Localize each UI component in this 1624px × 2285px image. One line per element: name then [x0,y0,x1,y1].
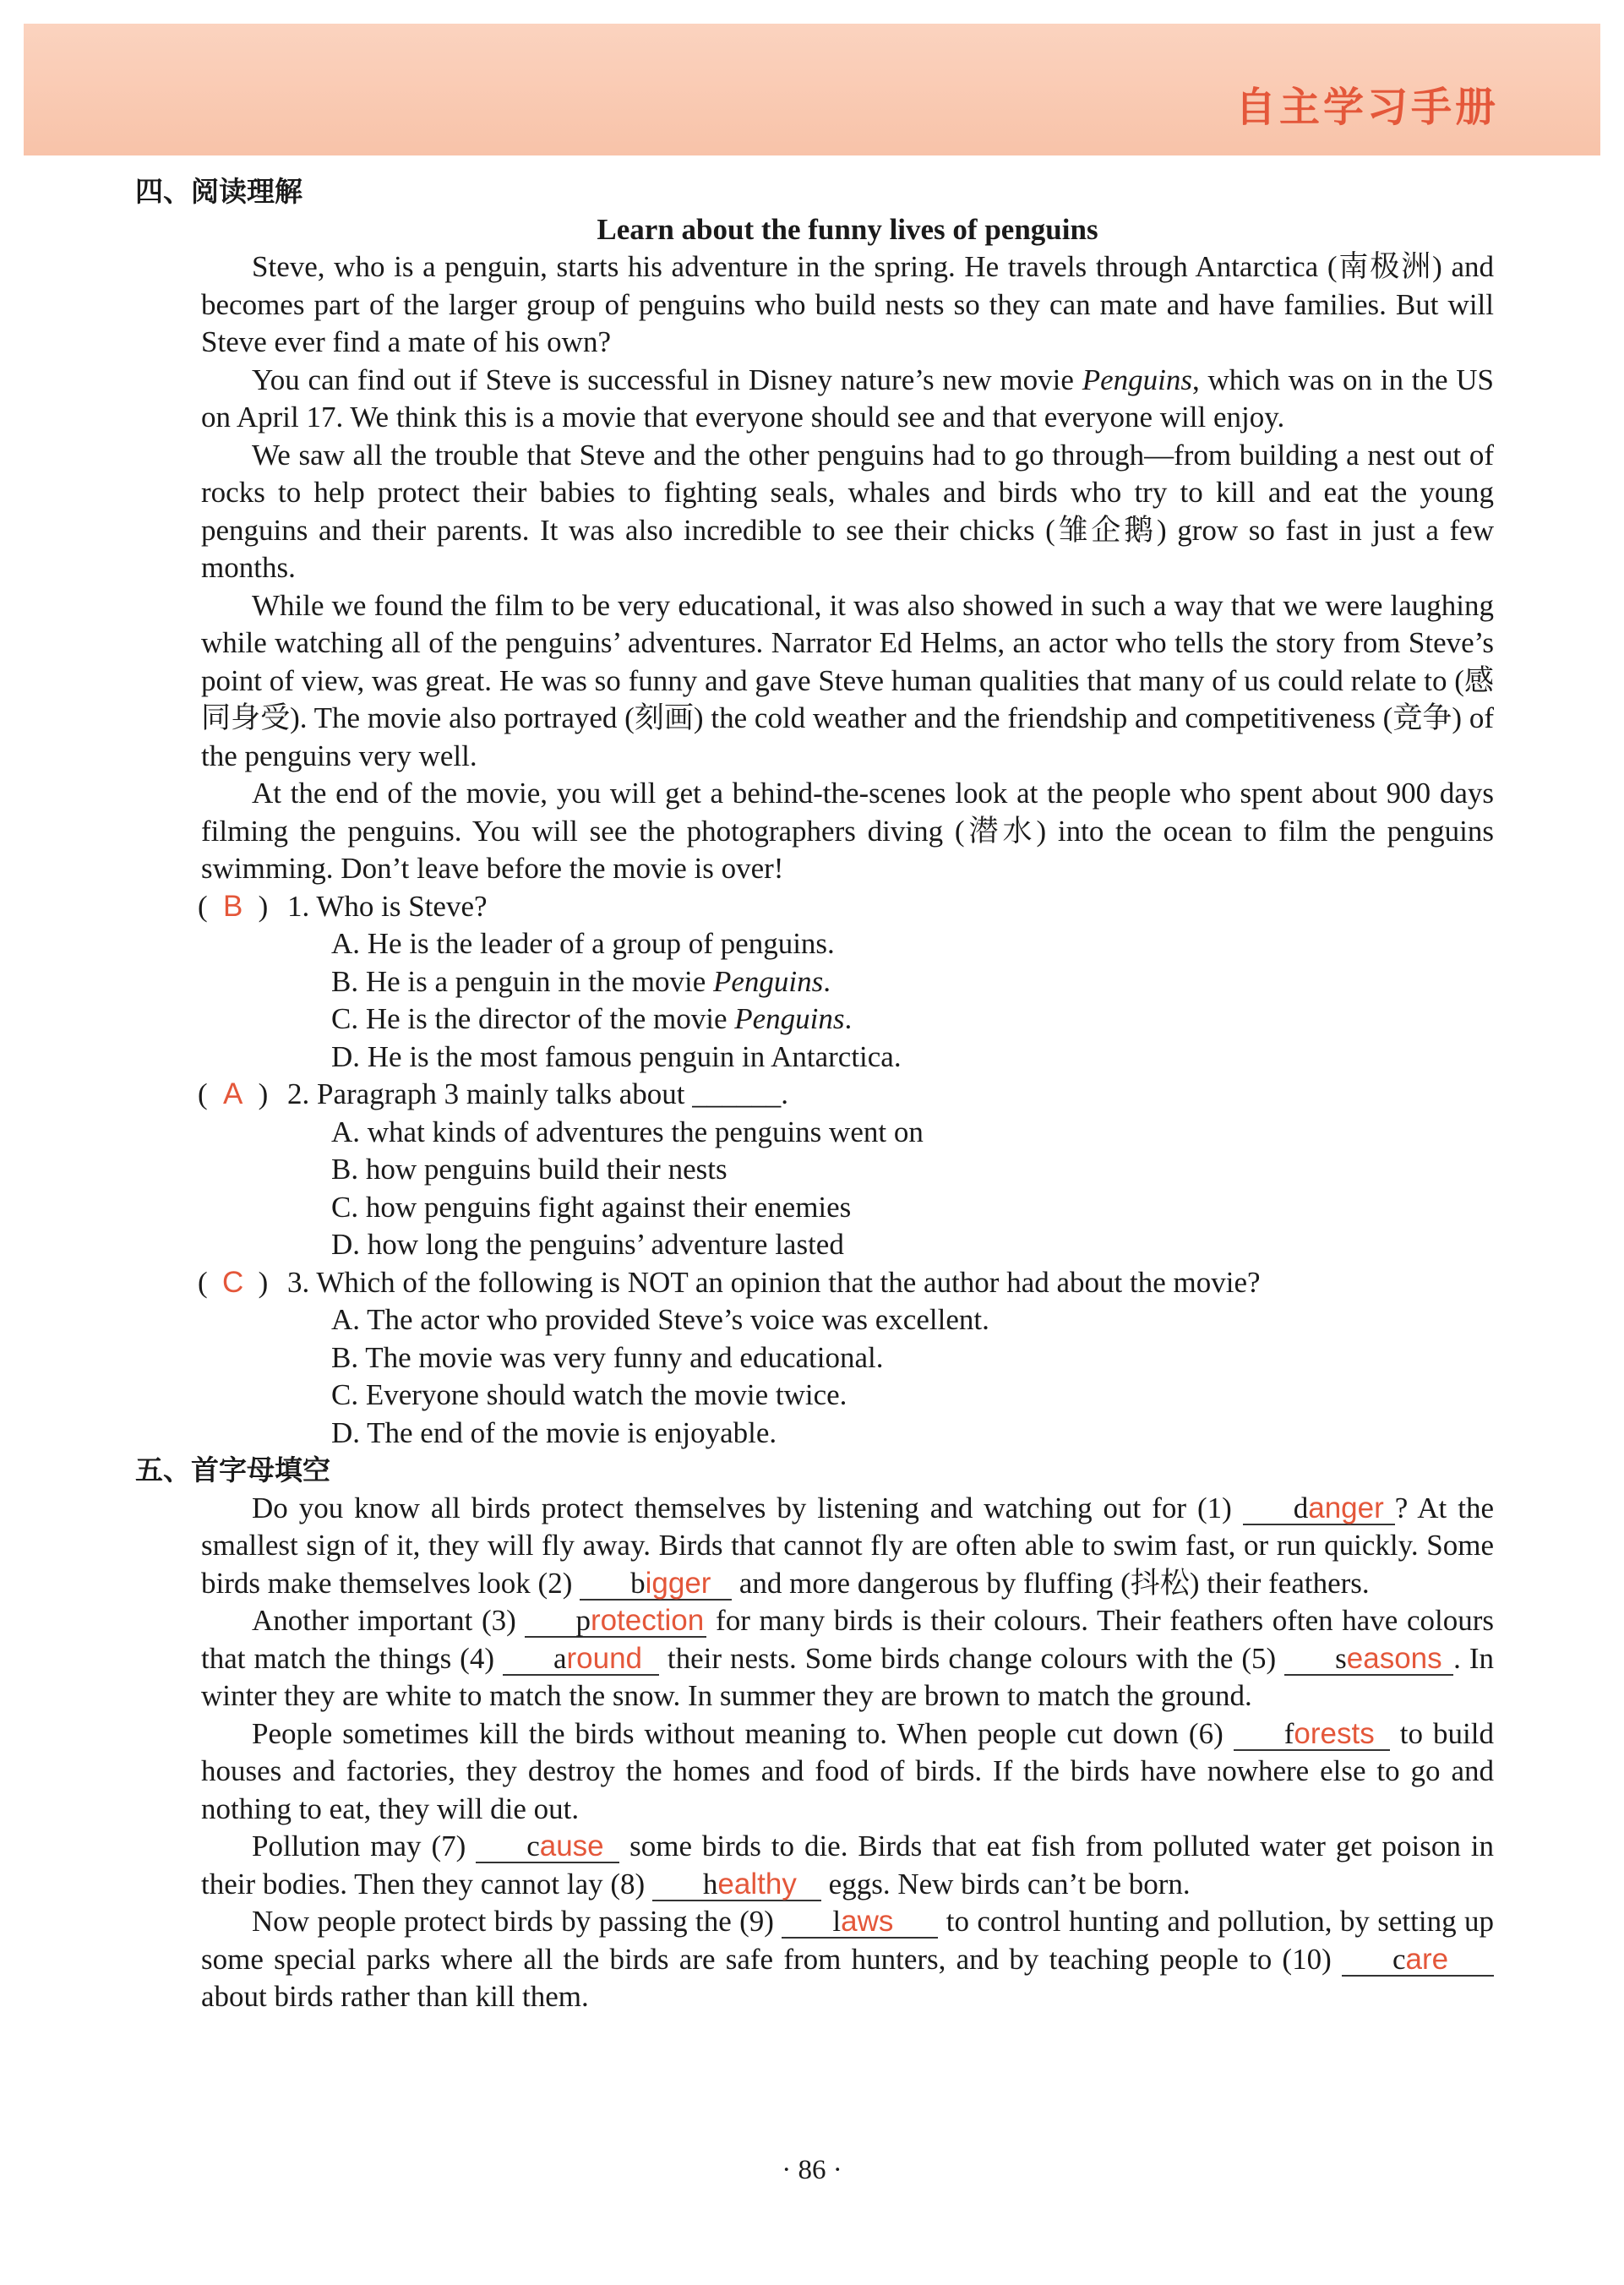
passage-paragraph: At the end of the movie, you will get a behind-the-scenes look at the people who spent about 900 days filming the penguins. You will see the photographers diving (潜水) into the ocean to film the penguins swimming. Don’t leave before the movie is over! [201,777,1494,885]
answer-bracket: ( B ) [198,888,287,926]
option: A. He is the leader of a group of penguins. [331,927,835,960]
passage-paragraph: Steve, who is a penguin, starts his adventure in the spring. He travels through Antarctica (南极洲) and becomes part of the larger group of penguins who build nests so they can mate and have families. But will Steve ever find a mate of his own? [201,250,1494,358]
section-heading-reading: 四、阅读理解 [135,175,302,208]
page-number: · 86 · [782,2155,842,2185]
blank[interactable]: healthy [652,1869,821,1901]
option: B. how penguins build their nests [331,1153,728,1186]
blank[interactable]: care [1342,1944,1494,1977]
option: C. how penguins fight against their enemies [331,1190,852,1224]
header-title: 自主学习手册 [1234,84,1499,131]
cloze-paragraph: Now people protect birds by passing the (9) laws to control hunting and pollution, by setting up some special parks where all the birds are safe from hunters, and by teaching people to (10) care about birds rather than kill them. [201,1905,1494,2013]
question [198,1076,1494,1114]
passage-paragraph: We saw all the trouble that Steve and the other penguins had to go through—from building a nest out of rocks to help protect their babies to fighting seals, whales and birds who try to kill and eat the young penguins and their parents. It was also incredible to see their chicks (雏企鹅) grow so fast in just a few months. [201,438,1494,584]
header-banner [24,24,1600,155]
section-heading-cloze: 五、首字母填空 [135,1453,330,1486]
cloze-paragraph: Do you know all birds protect themselves by listening and watching out for (1) danger ? At the smallest sign of it, they will fly away. Birds that cannot fly are often able to swim fast, or run quickly. Some birds make themselves look (2) bigger and more dangerous by fluffing (抖松) their feathers. [201,1491,1494,1600]
option: A. The actor who provided Steve’s voice was excellent. [331,1303,989,1336]
option: D. how long the penguins’ adventure lasted [331,1228,844,1261]
question-stem: 2. Paragraph 3 mainly talks about ______. [287,1077,788,1110]
option: D. The end of the movie is enjoyable. [331,1415,777,1449]
passage-paragraph: You can find out if Steve is successful in Disney nature’s new movie Penguins, which was on in the US on April 17. We think this is a movie that everyone should see and that everyone will enjoy. [201,363,1494,434]
question [198,1264,1494,1302]
option: D. He is the most famous penguin in Antarctica. [331,1039,902,1073]
option: B. He is a penguin in the movie Penguins. [331,964,831,998]
passage-title: Learn about the funny lives of penguins [597,212,1098,246]
option: B. The movie was very funny and educational. [331,1340,884,1374]
blank[interactable]: around [503,1644,659,1676]
blank[interactable]: forests [1234,1719,1390,1751]
answer-mark: B [222,889,243,923]
blank[interactable]: bigger [580,1568,732,1601]
cloze-paragraph: Pollution may (7) cause some birds to die. Birds that eat fish from polluted water get poison in their bodies. Then they cannot lay (8) healthy eggs. New birds can’t be born. [201,1830,1495,1901]
blank[interactable]: cause [476,1831,619,1863]
option: C. Everyone should watch the movie twice. [331,1378,847,1411]
blank[interactable]: laws [782,1906,938,1939]
question-stem: 3. Which of the following is NOT an opinion that the author had about the movie? [287,1265,1261,1299]
answer-bracket: ( C ) [198,1264,287,1302]
option: A. what kinds of adventures the penguins went on [331,1115,924,1148]
answer-mark: A [222,1077,243,1110]
blank[interactable]: protection [525,1606,706,1638]
blank[interactable]: danger [1243,1493,1395,1525]
passage-paragraph: While we found the film to be very educational, it was also showed in such a way that we were laughing while watching all of the penguins’ adventures. Narrator Ed Helms, an actor who tells the story from Steve’s point of view, was great. He was so funny and gave Steve human qualities that many of us could relate to (感同身受). The movie also portrayed (刻画) the cold weather and the friendship and competitiveness (竞争) of the penguins very well. [201,588,1494,772]
answer-bracket: ( A ) [198,1076,287,1114]
question [198,888,1494,926]
cloze-paragraph: Another important (3) protection for many birds is their colours. Their feathers often have colours that match the things (4) around their nests. Some birds change colours with the (5) seasons . In winter they are white to match the snow. In summer they are brown to match the ground. [201,1604,1495,1712]
answer-mark: C [222,1265,244,1299]
page-content [135,173,1495,2016]
option: C. He is the director of the movie Penguins. [331,1002,853,1035]
blank[interactable]: seasons [1284,1644,1453,1676]
question-stem: 1. Who is Steve? [287,889,488,923]
cloze-paragraph: People sometimes kill the birds without meaning to. When people cut down (6) forests to build houses and factories, they destroy the homes and food of birds. If the birds have nowhere else to go and nothing to eat, they will die out. [201,1716,1494,1825]
